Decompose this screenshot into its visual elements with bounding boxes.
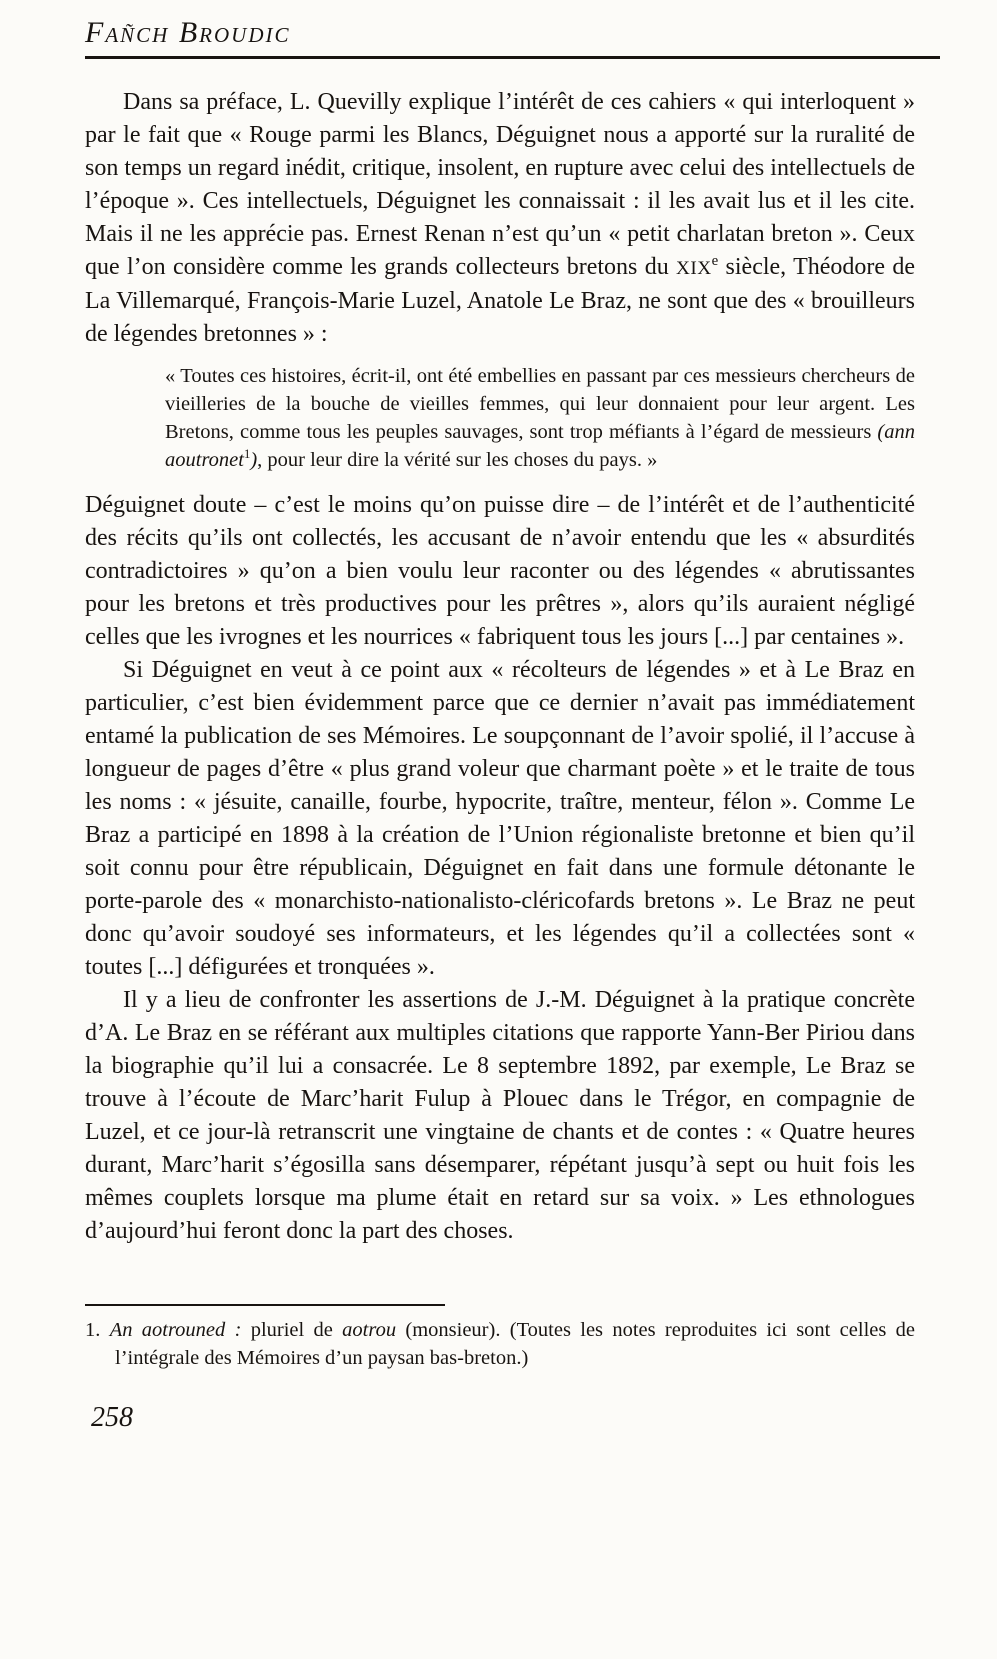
paragraph-si-deguignet: Si Déguignet en veut à ce point aux « récolteurs de légendes » et à Le Braz en particulier, c’est bien évidemment parce que ce dernier n’avait pas immédiatement entamé la publication de ses Mémoires. Le soupçonnant de l’avoir spolié, il l’accuse à longueur de pages d’être « plus grand voleur que charmant poète » et le traite de tous les noms : « jésuite, canaille, fourbe, hypocrite, traître, menteur, félon ». Comme Le Braz a participé en 1898 à la création de l’Union régionaliste bretonne et bien qu’il soit connu pour être républicain, Déguignet en fait dans une formule détonante le porte-parole des « monarchisto-nationalisto-cléricofards bretons ». Le Braz ne peut donc qu’avoir soudoyé ses informateurs, et les légendes qu’il a collectées sont « toutes [...] défigurées et tronquées ». bbox=[85, 657, 915, 980]
paragraph-intro: Dans sa préface, L. Quevilly explique l’intérêt de ces cahiers « qui interloquent » par le fait que « Rouge parmi les Blancs, Déguignet nous a apporté sur la ruralité de son temps un regard inédit, critique, insolent, en rupture avec celui des intellectuels de l’époque ». Ces intellectuels, Déguignet les connaissait : il les avait lus et il les cite. Mais il ne les apprécie pas. Ernest Renan n’est qu’un « petit charlatan breton ». Ceux que l’on considère comme les grands collecteurs bretons du XIXe siècle, Théodore de La Villemarqué, François-Marie Luzel, Anatole Le Braz, ne sont que des « brouilleurs de légendes bretonnes » : bbox=[85, 89, 915, 347]
running-header: Fañch Broudic bbox=[85, 16, 291, 49]
header-rule bbox=[85, 56, 940, 59]
page-header bbox=[85, 16, 915, 59]
page-body bbox=[85, 86, 915, 1248]
paragraph-confrontation: Il y a lieu de confronter les assertions de J.-M. Déguignet à la pratique concrète d’A. Le Braz en se référant aux multiples citations que rapporte Yann-Ber Piriou dans la biographie qu’il lui a consacrée. Le 8 septembre 1892, par exemple, Le Braz se trouve à l’écoute de Marc’harit Fulup à Plouec dans le Trégor, en compagnie de Luzel, et ce jour-là retranscrit une vingtaine de chants et de contes : « Quatre heures durant, Marc’harit s’égosilla sans désemparer, répétant jusqu’à sept ou huit fois les mêmes couplets lorsque ma plume était en retard sur sa voix. » Les ethnologues d’aujourd’hui feront donc la part des choses. bbox=[85, 987, 915, 1244]
blockquote-citation: « Toutes ces histoires, écrit-il, ont été embellies en passant par ces messieurs chercheurs de vieilleries de la bouche de vieilles femmes, qui leur donnaient pour leur argent. Les Bretons, comme tous les peuples sauvages, sont trop méfiants à l’égard de messieurs (ann aoutronet$^1$), pour leur dire la vérité sur les choses du pays. » bbox=[165, 365, 915, 471]
paragraph-doute: Déguignet doute – c’est le moins qu’on puisse dire – de l’intérêt et de l’authenticité des récits qu’ils ont collectés, les accusant de n’avoir entendu que les « absurdités contradictoires » qu’on a bien voulu leur raconter ou des légendes « abrutissantes pour les bretons et très productives pour les prêtres », alors qu’ils auraient négligé celles que les ivrognes et les nourrices « fabriquent tous les jours [...] par centaines ». bbox=[85, 492, 915, 650]
footnote: 1. An aotrouned : pluriel de aotrou (monsieur). (Toutes les notes reproduites ici sont celles de l’intégrale des Mémoires d’un paysan bas-breton.) bbox=[85, 1319, 915, 1369]
page-footer bbox=[85, 1304, 915, 1434]
page-number: 258 bbox=[91, 1402, 133, 1433]
footnote-rule bbox=[85, 1304, 445, 1306]
